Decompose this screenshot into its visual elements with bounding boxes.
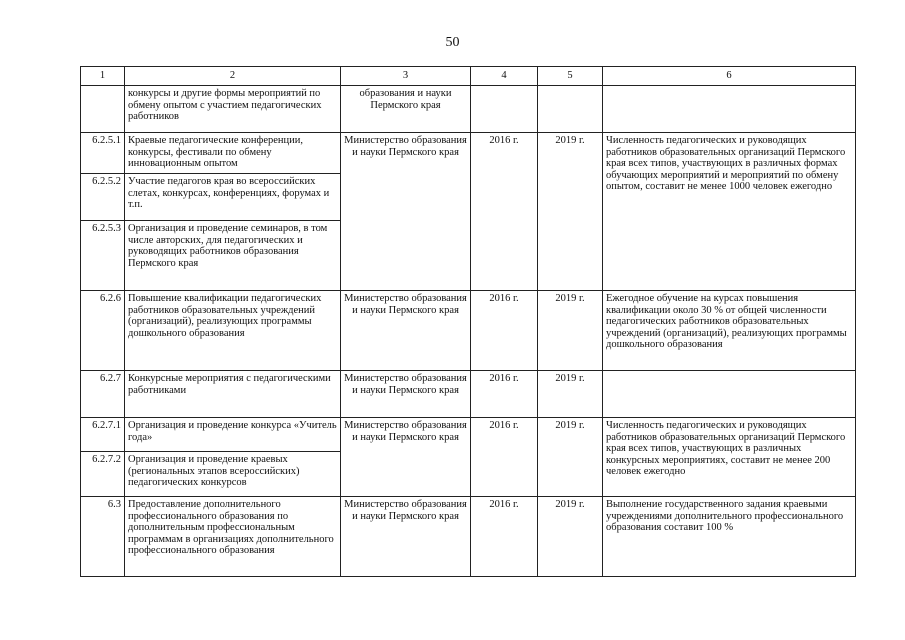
item-name: Организация и проведение семинаров, в том числе авторских, для педагогических и руководящих работников образования Пермского края (125, 221, 341, 291)
item-name: Конкурсные мероприятия с педагогическими работниками (125, 371, 341, 418)
item-name: Повышение квалификации педагогических работников образовательных учреждений (организаций), реализующих программы дошкольного образования (125, 291, 341, 371)
item-end (538, 86, 603, 133)
item-executor: Министерство образования и науки Пермского края (341, 497, 471, 577)
item-start: 2016 г. (471, 497, 538, 577)
item-name: Участие педагогов края во всероссийских слетах, конкурсах, конференциях, форумах и т.п. (125, 174, 341, 221)
column-header: 5 (538, 67, 603, 86)
item-result (603, 371, 856, 418)
item-name: Предоставление дополнительного профессионального образования по дополнительным профессиональным программам в организациях дополнительного профессионального образования (125, 497, 341, 577)
item-number: 6.2.5.1 (81, 133, 125, 174)
item-result: Выполнение государственного задания краевыми учреждениями дополнительного профессионального образования составит 100 % (603, 497, 856, 577)
table-row (81, 418, 856, 452)
column-header: 1 (81, 67, 125, 86)
item-number: 6.3 (81, 497, 125, 577)
item-name: Краевые педагогические конференции, конкурсы, фестивали по обмену инновационным опытом (125, 133, 341, 174)
column-header: 6 (603, 67, 856, 86)
item-executor: Министерство образования и науки Пермского края (341, 371, 471, 418)
table-row (81, 371, 856, 418)
table-row (81, 497, 856, 577)
item-end: 2019 г. (538, 133, 603, 291)
item-number: 6.2.6 (81, 291, 125, 371)
page-number: 50 (445, 35, 460, 50)
item-result (603, 86, 856, 133)
column-header: 2 (125, 67, 341, 86)
item-end: 2019 г. (538, 291, 603, 371)
item-result: Ежегодное обучение на курсах повышения квалификации около 30 % от общей численности педагогических работников образовательных учреждений (организаций), реализующих программы дошкольного образования (603, 291, 856, 371)
item-name: Организация и проведение краевых (региональных этапов всероссийских) педагогических конкурсов (125, 452, 341, 497)
table-row (81, 291, 856, 371)
column-header: 3 (341, 67, 471, 86)
item-start (471, 86, 538, 133)
item-start: 2016 г. (471, 291, 538, 371)
item-executor: Министерство образования и науки Пермского края (341, 133, 471, 291)
item-name: конкурсы и другие формы мероприятий по обмену опытом с участием педагогических работников (125, 86, 341, 133)
item-result: Численность педагогических и руководящих работников образовательных организаций Пермского края всех типов, участвующих в различных формах обучающих мероприятий и мероприятий по обмену опытом, составит не менее 1000 человек ежегодно (603, 133, 856, 291)
item-number (81, 86, 125, 133)
item-number: 6.2.7 (81, 371, 125, 418)
item-executor: образования и науки Пермского края (341, 86, 471, 133)
item-start: 2016 г. (471, 133, 538, 291)
item-number: 6.2.7.1 (81, 418, 125, 452)
item-end: 2019 г. (538, 497, 603, 577)
activities-table (80, 66, 856, 577)
item-start: 2016 г. (471, 371, 538, 418)
item-end: 2019 г. (538, 371, 603, 418)
item-name: Организация и проведение конкурса «Учитель года» (125, 418, 341, 452)
header-row (81, 67, 856, 86)
table-row (81, 133, 856, 174)
item-start: 2016 г. (471, 418, 538, 497)
item-executor: Министерство образования и науки Пермского края (341, 418, 471, 497)
column-header: 4 (471, 67, 538, 86)
item-result: Численность педагогических и руководящих работников образовательных организаций Пермского края всех типов, участвующих в различных конкурсных мероприятиях, составит не менее 200 человек ежегодно (603, 418, 856, 497)
item-number: 6.2.5.3 (81, 221, 125, 291)
item-executor: Министерство образования и науки Пермского края (341, 291, 471, 371)
table-row (81, 86, 856, 133)
item-number: 6.2.7.2 (81, 452, 125, 497)
item-end: 2019 г. (538, 418, 603, 497)
item-number: 6.2.5.2 (81, 174, 125, 221)
